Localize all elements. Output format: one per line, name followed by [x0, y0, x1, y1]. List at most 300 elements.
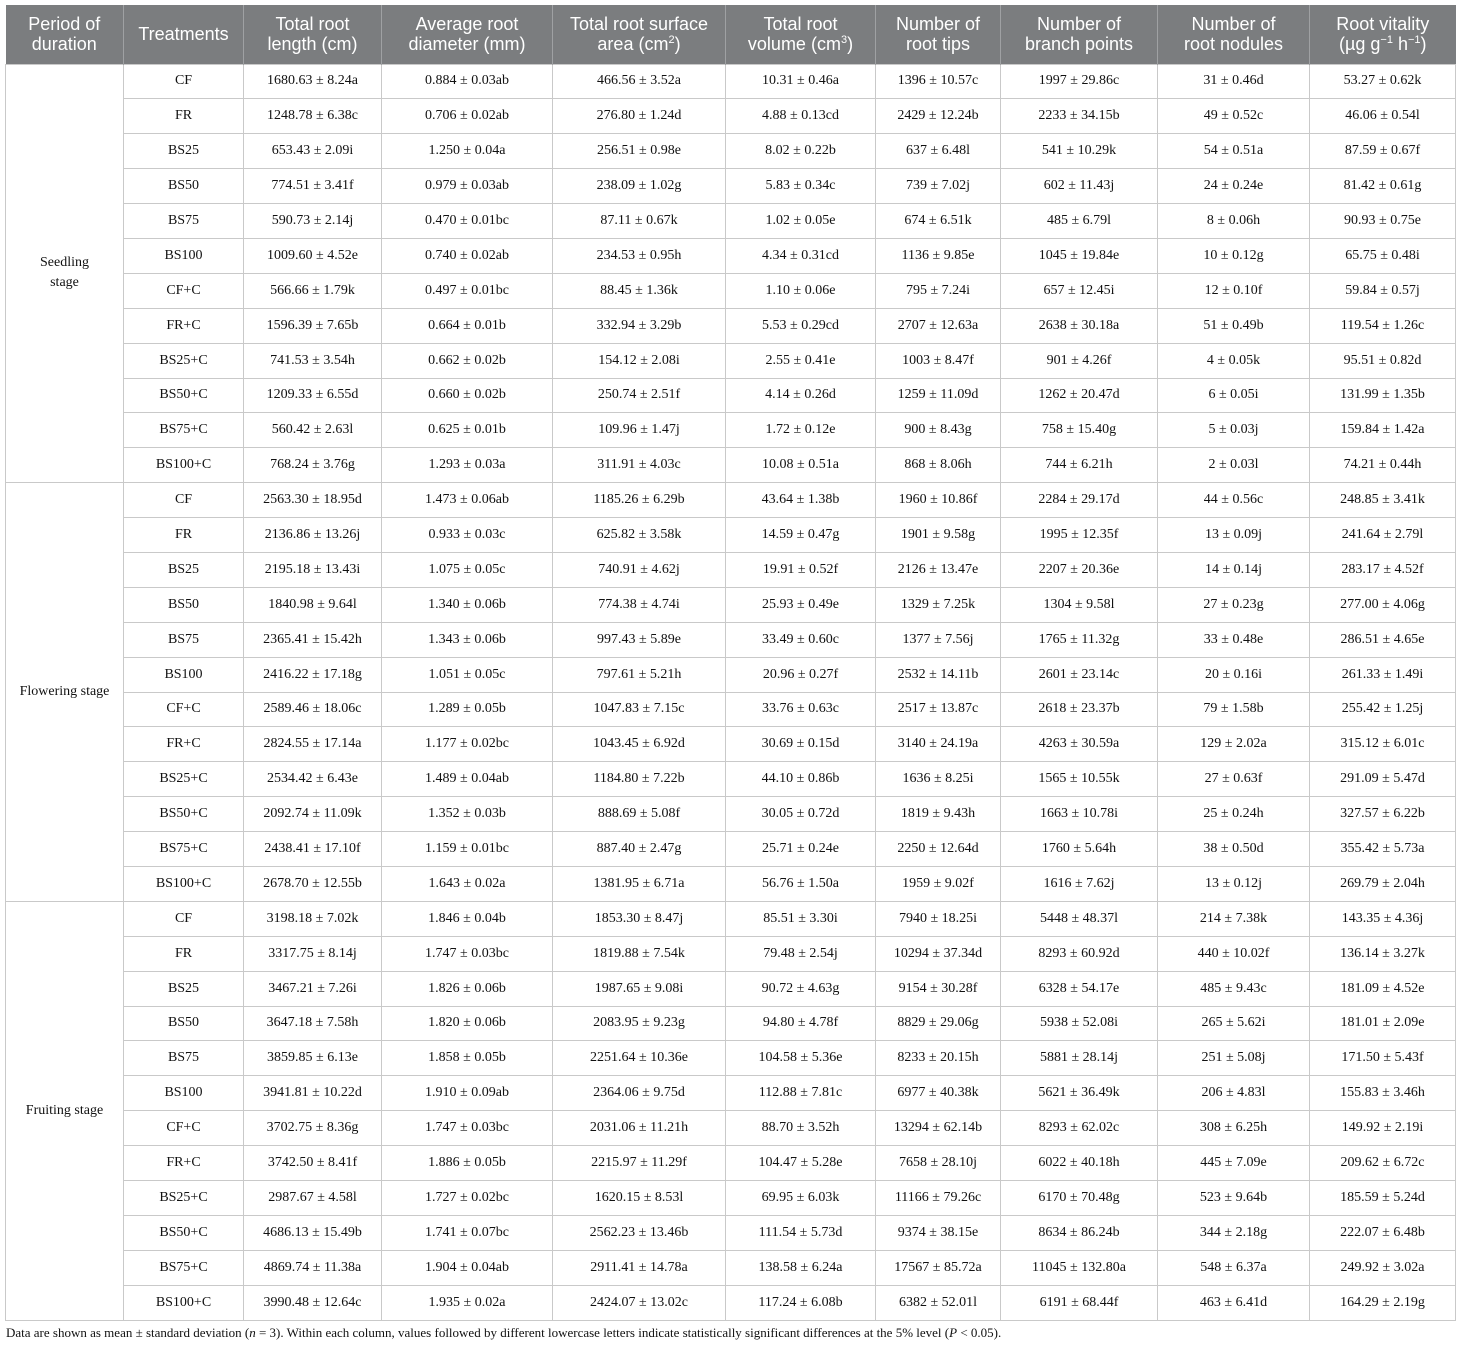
- total-root-length-cell: 3859.85 ± 6.13e: [244, 1041, 382, 1076]
- table-row: [6, 169, 1456, 204]
- root-tips-cell: 2429 ± 12.24b: [876, 99, 1001, 134]
- root-tips-cell: 1396 ± 10.57c: [876, 64, 1001, 99]
- total-root-length-cell: 2534.42 ± 6.43e: [244, 762, 382, 797]
- total-root-volume-cell: 30.05 ± 0.72d: [726, 797, 876, 832]
- table-row: [6, 587, 1456, 622]
- total-root-volume-cell: 30.69 ± 0.15d: [726, 727, 876, 762]
- branch-points-cell: 2284 ± 29.17d: [1001, 483, 1158, 518]
- treatment-cell: BS75: [124, 204, 244, 239]
- period-label: Seedling: [40, 255, 89, 271]
- root-tips-cell: 2707 ± 12.63a: [876, 308, 1001, 343]
- total-root-length-cell: 3467.21 ± 7.26i: [244, 971, 382, 1006]
- branch-points-cell: 758 ± 15.40g: [1001, 413, 1158, 448]
- total-root-volume-cell: 56.76 ± 1.50a: [726, 866, 876, 901]
- table-row: [6, 971, 1456, 1006]
- header-number-of-root-tips: Number of root tips: [876, 5, 1001, 64]
- total-root-length-cell: 2563.30 ± 18.95d: [244, 483, 382, 518]
- root-vitality-cell: 249.92 ± 3.02a: [1310, 1250, 1456, 1285]
- total-root-surface-area-cell: 2364.06 ± 9.75d: [553, 1076, 726, 1111]
- branch-points-cell: 6170 ± 70.48g: [1001, 1181, 1158, 1216]
- root-nodules-cell: 2 ± 0.03l: [1158, 448, 1310, 483]
- total-root-surface-area-cell: 88.45 ± 1.36k: [553, 273, 726, 308]
- total-root-volume-cell: 5.83 ± 0.34c: [726, 169, 876, 204]
- treatment-cell: BS75+C: [124, 832, 244, 867]
- root-vitality-cell: 46.06 ± 0.54l: [1310, 99, 1456, 134]
- total-root-length-cell: 2195.18 ± 13.43i: [244, 552, 382, 587]
- average-root-diameter-cell: 0.933 ± 0.03c: [382, 518, 553, 553]
- root-tips-cell: 9154 ± 30.28f: [876, 971, 1001, 1006]
- root-vitality-cell: 74.21 ± 0.44h: [1310, 448, 1456, 483]
- header-total-root-volume: Total root volume $(cm^3)$: [726, 5, 876, 64]
- branch-points-cell: 6328 ± 54.17e: [1001, 971, 1158, 1006]
- root-nodules-cell: 440 ± 10.02f: [1158, 936, 1310, 971]
- average-root-diameter-cell: 1.177 ± 0.02bc: [382, 727, 553, 762]
- total-root-volume-cell: 33.76 ± 0.63c: [726, 692, 876, 727]
- average-root-diameter-cell: 0.706 ± 0.02ab: [382, 99, 553, 134]
- root-vitality-cell: 136.14 ± 3.27k: [1310, 936, 1456, 971]
- total-root-volume-cell: 138.58 ± 6.24a: [726, 1250, 876, 1285]
- period-label: Fruiting stage: [25, 1102, 104, 1118]
- treatment-cell: FR+C: [124, 727, 244, 762]
- root-tips-cell: 1901 ± 9.58g: [876, 518, 1001, 553]
- average-root-diameter-cell: 1.727 ± 0.02bc: [382, 1181, 553, 1216]
- total-root-volume-cell: 10.08 ± 0.51a: [726, 448, 876, 483]
- branch-points-cell: 1995 ± 12.35f: [1001, 518, 1158, 553]
- root-tips-cell: 9374 ± 38.15e: [876, 1215, 1001, 1250]
- total-root-surface-area-cell: 2215.97 ± 11.29f: [553, 1146, 726, 1181]
- root-tips-cell: 637 ± 6.48l: [876, 134, 1001, 169]
- header-treatments: Treatments: [124, 5, 244, 64]
- table-row: [6, 727, 1456, 762]
- branch-points-cell: 1760 ± 5.64h: [1001, 832, 1158, 867]
- root-vitality-cell: 159.84 ± 1.42a: [1310, 413, 1456, 448]
- root-vitality-cell: 291.09 ± 5.47d: [1310, 762, 1456, 797]
- branch-points-cell: 2207 ± 20.36e: [1001, 552, 1158, 587]
- root-nodules-cell: 33 ± 0.48e: [1158, 622, 1310, 657]
- total-root-surface-area-cell: 2031.06 ± 11.21h: [553, 1111, 726, 1146]
- total-root-length-cell: 3941.81 ± 10.22d: [244, 1076, 382, 1111]
- table-row: [6, 1111, 1456, 1146]
- average-root-diameter-cell: 1.643 ± 0.02a: [382, 866, 553, 901]
- total-root-length-cell: 1248.78 ± 6.38c: [244, 99, 382, 134]
- root-tips-cell: 1377 ± 7.56j: [876, 622, 1001, 657]
- average-root-diameter-cell: 1.352 ± 0.03b: [382, 797, 553, 832]
- root-tips-cell: 795 ± 7.24i: [876, 273, 1001, 308]
- treatment-cell: BS100: [124, 657, 244, 692]
- total-root-surface-area-cell: 887.40 ± 2.47g: [553, 832, 726, 867]
- treatment-cell: BS100: [124, 238, 244, 273]
- root-nodules-cell: 12 ± 0.10f: [1158, 273, 1310, 308]
- root-vitality-cell: 149.92 ± 2.19i: [1310, 1111, 1456, 1146]
- table-row: [6, 134, 1456, 169]
- average-root-diameter-cell: 1.886 ± 0.05b: [382, 1146, 553, 1181]
- table-row: [6, 797, 1456, 832]
- total-root-surface-area-cell: 740.91 ± 4.62j: [553, 552, 726, 587]
- treatment-cell: BS75+C: [124, 1250, 244, 1285]
- branch-points-cell: 8293 ± 60.92d: [1001, 936, 1158, 971]
- average-root-diameter-cell: 0.979 ± 0.03ab: [382, 169, 553, 204]
- root-nodules-cell: 13 ± 0.12j: [1158, 866, 1310, 901]
- table-row: [6, 238, 1456, 273]
- treatment-cell: CF+C: [124, 1111, 244, 1146]
- root-tips-cell: 1960 ± 10.86f: [876, 483, 1001, 518]
- average-root-diameter-cell: 0.625 ± 0.01b: [382, 413, 553, 448]
- root-vitality-cell: 327.57 ± 6.22b: [1310, 797, 1456, 832]
- root-vitality-cell: 155.83 ± 3.46h: [1310, 1076, 1456, 1111]
- average-root-diameter-cell: 1.820 ± 0.06b: [382, 1006, 553, 1041]
- header-total-root-length: Total root length (cm): [244, 5, 382, 64]
- branch-points-cell: 5448 ± 48.37l: [1001, 901, 1158, 936]
- root-vitality-cell: 255.42 ± 1.25j: [1310, 692, 1456, 727]
- treatment-cell: FR: [124, 99, 244, 134]
- total-root-volume-cell: 1.10 ± 0.06e: [726, 273, 876, 308]
- table-row: [6, 936, 1456, 971]
- total-root-length-cell: 560.42 ± 2.63l: [244, 413, 382, 448]
- table-footnote: Data are shown as mean ± standard deviation (n = 3). Within each column, values followed by different lowercase letters indicate statistically significant differences at the 5% level (P < 0.05).: [6, 1325, 1002, 1340]
- root-nodules-cell: 10 ± 0.12g: [1158, 238, 1310, 273]
- treatment-cell: BS25+C: [124, 343, 244, 378]
- root-vitality-cell: 171.50 ± 5.43f: [1310, 1041, 1456, 1076]
- treatment-cell: FR: [124, 518, 244, 553]
- total-root-volume-cell: 44.10 ± 0.86b: [726, 762, 876, 797]
- root-nodules-cell: 51 ± 0.49b: [1158, 308, 1310, 343]
- table-row: [6, 1215, 1456, 1250]
- total-root-surface-area-cell: 2424.07 ± 13.02c: [553, 1285, 726, 1320]
- total-root-surface-area-cell: 1819.88 ± 7.54k: [553, 936, 726, 971]
- period-label: stage: [50, 275, 79, 291]
- branch-points-cell: 2601 ± 23.14c: [1001, 657, 1158, 692]
- period-label: Flowering stage: [19, 684, 110, 700]
- total-root-length-cell: 1596.39 ± 7.65b: [244, 308, 382, 343]
- table-row: [6, 832, 1456, 867]
- header-total-root-surface-area: Total root surface area $(cm^2)$: [553, 5, 726, 64]
- total-root-surface-area-cell: 87.11 ± 0.67k: [553, 204, 726, 239]
- total-root-length-cell: 590.73 ± 2.14j: [244, 204, 382, 239]
- total-root-volume-cell: 1.02 ± 0.05e: [726, 204, 876, 239]
- root-nodules-cell: 6 ± 0.05i: [1158, 378, 1310, 413]
- treatment-cell: FR+C: [124, 1146, 244, 1181]
- root-tips-cell: 1959 ± 9.02f: [876, 866, 1001, 901]
- root-nodules-cell: 44 ± 0.56c: [1158, 483, 1310, 518]
- root-tips-cell: 2126 ± 13.47e: [876, 552, 1001, 587]
- total-root-volume-cell: 111.54 ± 5.73d: [726, 1215, 876, 1250]
- root-nodules-cell: 463 ± 6.41d: [1158, 1285, 1310, 1320]
- total-root-length-cell: 3742.50 ± 8.41f: [244, 1146, 382, 1181]
- total-root-volume-cell: 14.59 ± 0.47g: [726, 518, 876, 553]
- treatment-cell: BS25+C: [124, 762, 244, 797]
- total-root-surface-area-cell: 888.69 ± 5.08f: [553, 797, 726, 832]
- root-tips-cell: 8829 ± 29.06g: [876, 1006, 1001, 1041]
- root-vitality-cell: 248.85 ± 3.41k: [1310, 483, 1456, 518]
- total-root-surface-area-cell: 2251.64 ± 10.36e: [553, 1041, 726, 1076]
- header-number-of-root-nodules: Number of root nodules: [1158, 5, 1310, 64]
- header-period: Period of duration: [6, 5, 124, 64]
- root-nodules-cell: 5 ± 0.03j: [1158, 413, 1310, 448]
- table-row: [6, 657, 1456, 692]
- root-tips-cell: 17567 ± 85.72a: [876, 1250, 1001, 1285]
- total-root-volume-cell: 4.14 ± 0.26d: [726, 378, 876, 413]
- total-root-surface-area-cell: 311.91 ± 4.03c: [553, 448, 726, 483]
- total-root-surface-area-cell: 2911.41 ± 14.78a: [553, 1250, 726, 1285]
- total-root-volume-cell: 8.02 ± 0.22b: [726, 134, 876, 169]
- root-tips-cell: 3140 ± 24.19a: [876, 727, 1001, 762]
- total-root-volume-cell: 25.71 ± 0.24e: [726, 832, 876, 867]
- total-root-surface-area-cell: 2562.23 ± 13.46b: [553, 1215, 726, 1250]
- root-nodules-cell: 251 ± 5.08j: [1158, 1041, 1310, 1076]
- total-root-volume-cell: 1.72 ± 0.12e: [726, 413, 876, 448]
- table-row: [6, 448, 1456, 483]
- root-nodules-cell: 548 ± 6.37a: [1158, 1250, 1310, 1285]
- total-root-length-cell: 1680.63 ± 8.24a: [244, 64, 382, 99]
- table-row: [6, 273, 1456, 308]
- total-root-length-cell: 3198.18 ± 7.02k: [244, 901, 382, 936]
- branch-points-cell: 657 ± 12.45i: [1001, 273, 1158, 308]
- root-tips-cell: 10294 ± 37.34d: [876, 936, 1001, 971]
- branch-points-cell: 744 ± 6.21h: [1001, 448, 1158, 483]
- average-root-diameter-cell: 0.662 ± 0.02b: [382, 343, 553, 378]
- total-root-volume-cell: 104.47 ± 5.28e: [726, 1146, 876, 1181]
- root-vitality-cell: 286.51 ± 4.65e: [1310, 622, 1456, 657]
- period-cell: [6, 483, 124, 902]
- root-nodules-cell: 523 ± 9.64b: [1158, 1181, 1310, 1216]
- branch-points-cell: 1997 ± 29.86c: [1001, 64, 1158, 99]
- total-root-volume-cell: 4.34 ± 0.31cd: [726, 238, 876, 273]
- total-root-surface-area-cell: 1853.30 ± 8.47j: [553, 901, 726, 936]
- branch-points-cell: 2618 ± 23.37b: [1001, 692, 1158, 727]
- total-root-volume-cell: 104.58 ± 5.36e: [726, 1041, 876, 1076]
- root-tips-cell: 7658 ± 28.10j: [876, 1146, 1001, 1181]
- average-root-diameter-cell: 0.740 ± 0.02ab: [382, 238, 553, 273]
- total-root-volume-cell: 5.53 ± 0.29cd: [726, 308, 876, 343]
- root-nodules-cell: 49 ± 0.52c: [1158, 99, 1310, 134]
- root-tips-cell: 674 ± 6.51k: [876, 204, 1001, 239]
- treatment-cell: BS25+C: [124, 1181, 244, 1216]
- treatment-cell: BS100+C: [124, 866, 244, 901]
- total-root-surface-area-cell: 1047.83 ± 7.15c: [553, 692, 726, 727]
- total-root-volume-cell: 85.51 ± 3.30i: [726, 901, 876, 936]
- header-root-vitality: Root vitality (µg $g^{-1}$ $h^{-1}$): [1310, 5, 1456, 64]
- root-vitality-cell: 59.84 ± 0.57j: [1310, 273, 1456, 308]
- root-vitality-cell: 209.62 ± 6.72c: [1310, 1146, 1456, 1181]
- root-tips-cell: 1259 ± 11.09d: [876, 378, 1001, 413]
- table-row: [6, 901, 1456, 936]
- root-nodules-cell: 27 ± 0.63f: [1158, 762, 1310, 797]
- treatment-cell: BS100: [124, 1076, 244, 1111]
- treatment-cell: BS25: [124, 552, 244, 587]
- root-vitality-cell: 95.51 ± 0.82d: [1310, 343, 1456, 378]
- total-root-surface-area-cell: 797.61 ± 5.21h: [553, 657, 726, 692]
- treatment-cell: BS100+C: [124, 1285, 244, 1320]
- root-nodules-cell: 38 ± 0.50d: [1158, 832, 1310, 867]
- total-root-volume-cell: 43.64 ± 1.38b: [726, 483, 876, 518]
- average-root-diameter-cell: 1.051 ± 0.05c: [382, 657, 553, 692]
- root-vitality-cell: 181.01 ± 2.09e: [1310, 1006, 1456, 1041]
- treatment-cell: CF: [124, 901, 244, 936]
- table-row: [6, 1146, 1456, 1181]
- period-cell: [6, 901, 124, 1320]
- root-nodules-cell: 4 ± 0.05k: [1158, 343, 1310, 378]
- total-root-length-cell: 741.53 ± 3.54h: [244, 343, 382, 378]
- root-nodules-cell: 8 ± 0.06h: [1158, 204, 1310, 239]
- treatment-cell: CF: [124, 483, 244, 518]
- total-root-surface-area-cell: 234.53 ± 0.95h: [553, 238, 726, 273]
- total-root-length-cell: 2092.74 ± 11.09k: [244, 797, 382, 832]
- table-row: [6, 762, 1456, 797]
- average-root-diameter-cell: 0.497 ± 0.01bc: [382, 273, 553, 308]
- average-root-diameter-cell: 1.489 ± 0.04ab: [382, 762, 553, 797]
- average-root-diameter-cell: 1.910 ± 0.09ab: [382, 1076, 553, 1111]
- root-vitality-cell: 355.42 ± 5.73a: [1310, 832, 1456, 867]
- root-tips-cell: 1636 ± 8.25i: [876, 762, 1001, 797]
- table-row: [6, 1076, 1456, 1111]
- table-row: [6, 1250, 1456, 1285]
- branch-points-cell: 901 ± 4.26f: [1001, 343, 1158, 378]
- branch-points-cell: 1304 ± 9.58l: [1001, 587, 1158, 622]
- branch-points-cell: 1765 ± 11.32g: [1001, 622, 1158, 657]
- table-row: [6, 866, 1456, 901]
- root-tips-cell: 2532 ± 14.11b: [876, 657, 1001, 692]
- table-row: [6, 1181, 1456, 1216]
- total-root-length-cell: 2438.41 ± 17.10f: [244, 832, 382, 867]
- branch-points-cell: 5938 ± 52.08i: [1001, 1006, 1158, 1041]
- root-nodules-cell: 25 ± 0.24h: [1158, 797, 1310, 832]
- root-vitality-cell: 65.75 ± 0.48i: [1310, 238, 1456, 273]
- total-root-surface-area-cell: 238.09 ± 1.02g: [553, 169, 726, 204]
- root-tips-cell: 1003 ± 8.47f: [876, 343, 1001, 378]
- total-root-volume-cell: 90.72 ± 4.63g: [726, 971, 876, 1006]
- total-root-volume-cell: 33.49 ± 0.60c: [726, 622, 876, 657]
- root-tips-cell: 11166 ± 79.26c: [876, 1181, 1001, 1216]
- treatment-cell: BS75: [124, 1041, 244, 1076]
- total-root-length-cell: 2824.55 ± 17.14a: [244, 727, 382, 762]
- branch-points-cell: 485 ± 6.79l: [1001, 204, 1158, 239]
- average-root-diameter-cell: 1.741 ± 0.07bc: [382, 1215, 553, 1250]
- root-tips-cell: 868 ± 8.06h: [876, 448, 1001, 483]
- root-nodules-cell: 344 ± 2.18g: [1158, 1215, 1310, 1250]
- table-row: [6, 1006, 1456, 1041]
- root-vitality-cell: 261.33 ± 1.49i: [1310, 657, 1456, 692]
- total-root-volume-cell: 10.31 ± 0.46a: [726, 64, 876, 99]
- root-vitality-cell: 131.99 ± 1.35b: [1310, 378, 1456, 413]
- table-row: [6, 518, 1456, 553]
- average-root-diameter-cell: 1.904 ± 0.04ab: [382, 1250, 553, 1285]
- table-row: [6, 413, 1456, 448]
- table-row: [6, 1041, 1456, 1076]
- branch-points-cell: 541 ± 10.29k: [1001, 134, 1158, 169]
- table-row: [6, 99, 1456, 134]
- total-root-length-cell: 768.24 ± 3.76g: [244, 448, 382, 483]
- total-root-volume-cell: 79.48 ± 2.54j: [726, 936, 876, 971]
- table-row: [6, 378, 1456, 413]
- branch-points-cell: 1262 ± 20.47d: [1001, 378, 1158, 413]
- total-root-length-cell: 4869.74 ± 11.38a: [244, 1250, 382, 1285]
- branch-points-cell: 1565 ± 10.55k: [1001, 762, 1158, 797]
- total-root-surface-area-cell: 276.80 ± 1.24d: [553, 99, 726, 134]
- root-vitality-cell: 241.64 ± 2.79l: [1310, 518, 1456, 553]
- root-tips-cell: 8233 ± 20.15h: [876, 1041, 1001, 1076]
- total-root-volume-cell: 69.95 ± 6.03k: [726, 1181, 876, 1216]
- root-traits-table: [5, 5, 1456, 1321]
- total-root-volume-cell: 25.93 ± 0.49e: [726, 587, 876, 622]
- root-vitality-cell: 90.93 ± 0.75e: [1310, 204, 1456, 239]
- table-row: [6, 1285, 1456, 1320]
- treatment-cell: BS50: [124, 169, 244, 204]
- period-cell: [6, 64, 124, 483]
- total-root-surface-area-cell: 1620.15 ± 8.53l: [553, 1181, 726, 1216]
- table-row: [6, 622, 1456, 657]
- total-root-surface-area-cell: 774.38 ± 4.74i: [553, 587, 726, 622]
- root-nodules-cell: 13 ± 0.09j: [1158, 518, 1310, 553]
- total-root-surface-area-cell: 466.56 ± 3.52a: [553, 64, 726, 99]
- total-root-surface-area-cell: 332.94 ± 3.29b: [553, 308, 726, 343]
- table-row: [6, 308, 1456, 343]
- total-root-length-cell: 2589.46 ± 18.06c: [244, 692, 382, 727]
- table-row: [6, 552, 1456, 587]
- total-root-length-cell: 2365.41 ± 15.42h: [244, 622, 382, 657]
- treatment-cell: FR: [124, 936, 244, 971]
- average-root-diameter-cell: 1.340 ± 0.06b: [382, 587, 553, 622]
- root-tips-cell: 1819 ± 9.43h: [876, 797, 1001, 832]
- root-nodules-cell: 308 ± 6.25h: [1158, 1111, 1310, 1146]
- branch-points-cell: 602 ± 11.43j: [1001, 169, 1158, 204]
- total-root-length-cell: 2416.22 ± 17.18g: [244, 657, 382, 692]
- root-tips-cell: 7940 ± 18.25i: [876, 901, 1001, 936]
- header-number-of-branch-points: Number of branch points: [1001, 5, 1158, 64]
- branch-points-cell: 1663 ± 10.78i: [1001, 797, 1158, 832]
- treatment-cell: BS50+C: [124, 378, 244, 413]
- total-root-length-cell: 3317.75 ± 8.14j: [244, 936, 382, 971]
- treatment-cell: BS75+C: [124, 413, 244, 448]
- total-root-volume-cell: 94.80 ± 4.78f: [726, 1006, 876, 1041]
- treatment-cell: BS50+C: [124, 1215, 244, 1250]
- total-root-volume-cell: 4.88 ± 0.13cd: [726, 99, 876, 134]
- treatment-cell: BS50: [124, 1006, 244, 1041]
- total-root-volume-cell: 20.96 ± 0.27f: [726, 657, 876, 692]
- root-vitality-cell: 185.59 ± 5.24d: [1310, 1181, 1456, 1216]
- table-row: [6, 343, 1456, 378]
- total-root-surface-area-cell: 997.43 ± 5.89e: [553, 622, 726, 657]
- root-nodules-cell: 27 ± 0.23g: [1158, 587, 1310, 622]
- root-nodules-cell: 485 ± 9.43c: [1158, 971, 1310, 1006]
- treatment-cell: BS75: [124, 622, 244, 657]
- total-root-length-cell: 2987.67 ± 4.58l: [244, 1181, 382, 1216]
- average-root-diameter-cell: 1.159 ± 0.01bc: [382, 832, 553, 867]
- table-row: [6, 64, 1456, 99]
- average-root-diameter-cell: 0.470 ± 0.01bc: [382, 204, 553, 239]
- total-root-volume-cell: 112.88 ± 7.81c: [726, 1076, 876, 1111]
- branch-points-cell: 1616 ± 7.62j: [1001, 866, 1158, 901]
- treatment-cell: BS50+C: [124, 797, 244, 832]
- root-nodules-cell: 54 ± 0.51a: [1158, 134, 1310, 169]
- root-nodules-cell: 206 ± 4.83l: [1158, 1076, 1310, 1111]
- root-nodules-cell: 79 ± 1.58b: [1158, 692, 1310, 727]
- root-vitality-cell: 87.59 ± 0.67f: [1310, 134, 1456, 169]
- root-vitality-cell: 222.07 ± 6.48b: [1310, 1215, 1456, 1250]
- root-nodules-cell: 214 ± 7.38k: [1158, 901, 1310, 936]
- total-root-length-cell: 2136.86 ± 13.26j: [244, 518, 382, 553]
- treatment-cell: FR+C: [124, 308, 244, 343]
- treatment-cell: CF: [124, 64, 244, 99]
- total-root-surface-area-cell: 109.96 ± 1.47j: [553, 413, 726, 448]
- total-root-surface-area-cell: 250.74 ± 2.51f: [553, 378, 726, 413]
- average-root-diameter-cell: 1.747 ± 0.03bc: [382, 936, 553, 971]
- average-root-diameter-cell: 1.747 ± 0.03bc: [382, 1111, 553, 1146]
- total-root-length-cell: 3702.75 ± 8.36g: [244, 1111, 382, 1146]
- table-body: [6, 64, 1456, 1320]
- total-root-surface-area-cell: 1185.26 ± 6.29b: [553, 483, 726, 518]
- branch-points-cell: 8634 ± 86.24b: [1001, 1215, 1158, 1250]
- treatment-cell: BS25: [124, 134, 244, 169]
